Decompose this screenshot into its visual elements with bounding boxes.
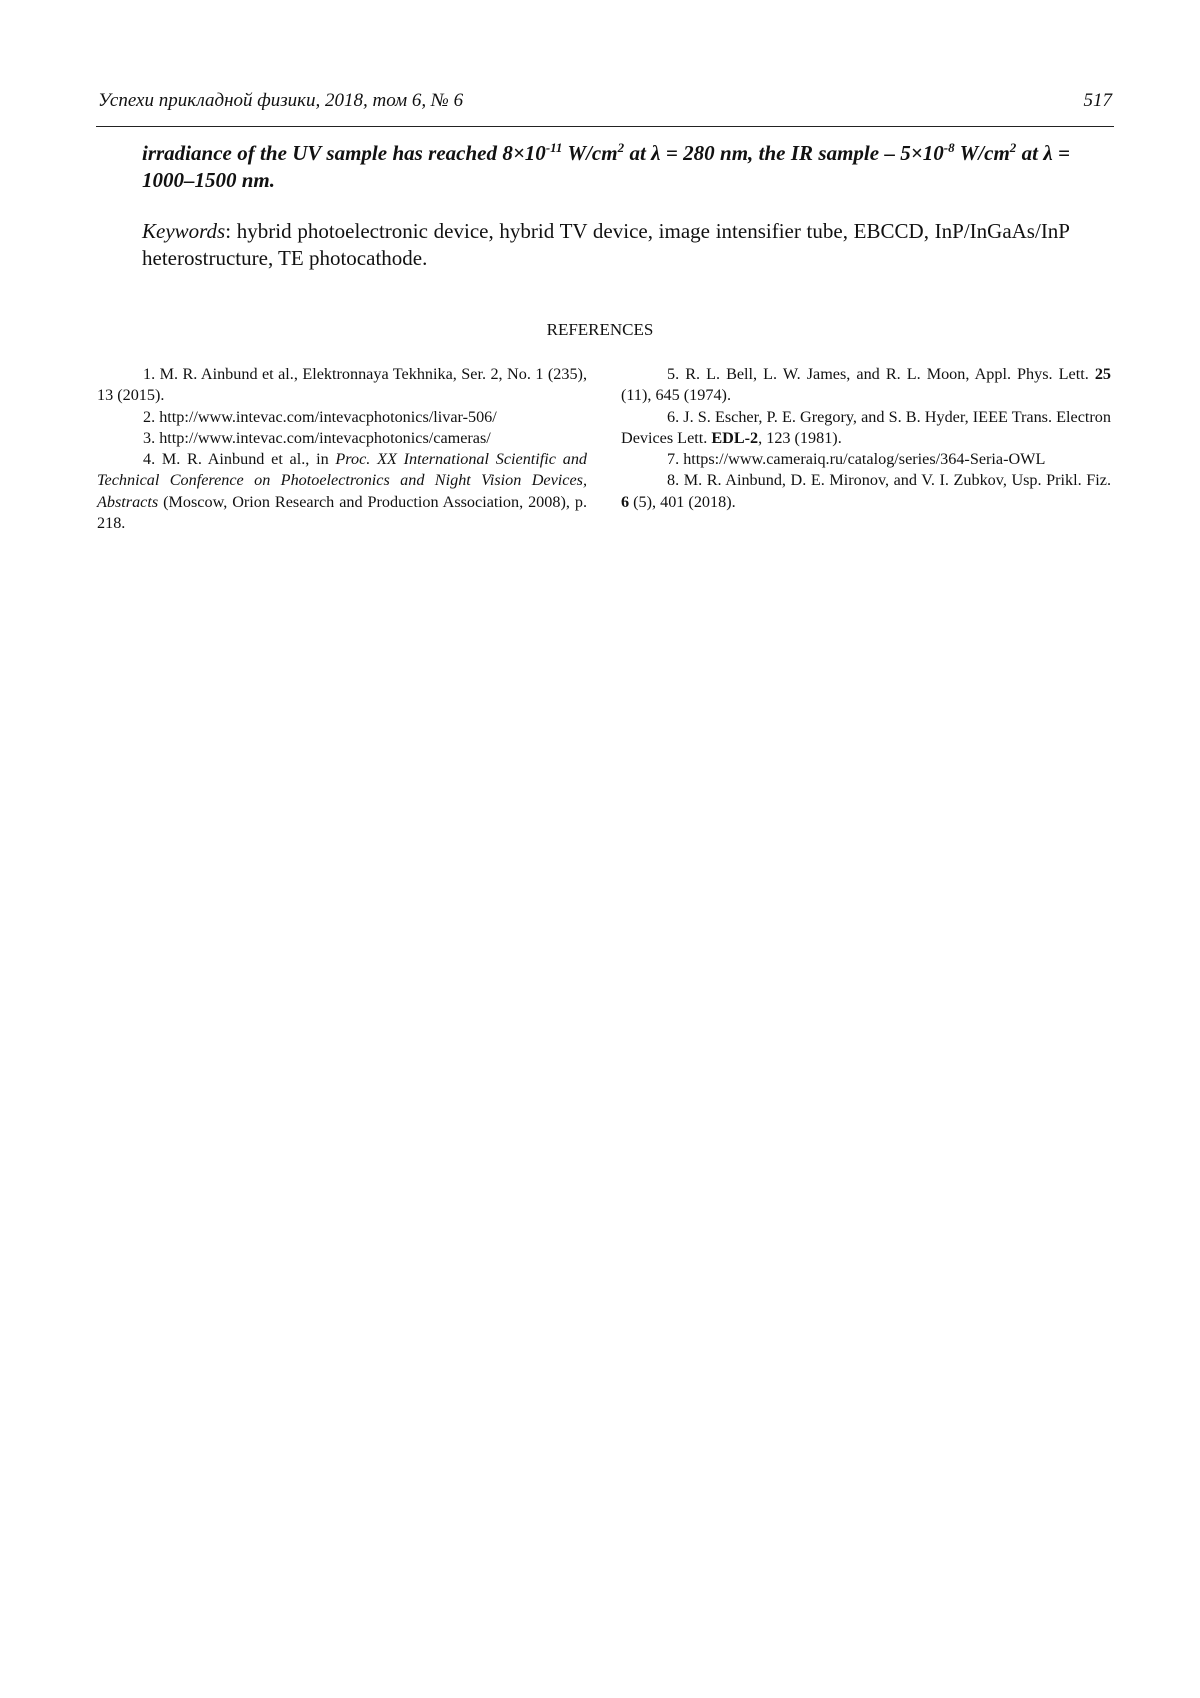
exponent: 2 <box>617 140 625 155</box>
keywords <box>142 218 1070 272</box>
abstract-ending <box>142 140 1070 194</box>
reference-3: 3. http://www.intevac.com/intevacphotonics/cameras/ <box>143 428 491 447</box>
ref-text: (11), 645 (1974). <box>621 386 731 405</box>
reference-5 <box>621 364 1111 407</box>
journal-title: Успехи прикладной физики, 2018, том 6, № 6 <box>98 90 464 111</box>
reference-2: 2. http://www.intevac.com/intevacphotonics/livar-506/ <box>143 407 497 426</box>
abstract-text: at λ = 1000–1500 nm. <box>142 141 1070 192</box>
ref-italic-title: Proc. XX International Scientific and Technical Conference on Photoelectronics and Night Vision Devices, Abstracts <box>97 450 588 511</box>
reference-6 <box>621 407 1111 450</box>
running-head <box>98 90 1112 112</box>
keywords-label: Keywords <box>142 219 226 243</box>
ref-volume: 25 <box>1094 365 1111 383</box>
page-number: 517 <box>1083 90 1112 111</box>
references-column-left <box>97 364 587 534</box>
reference-8 <box>621 470 1111 513</box>
references-column-right <box>621 364 1111 513</box>
ref-text: 8. M. R. Ainbund, D. E. Mironov, and V. I. Zubkov, Usp. Prikl. Fiz. <box>667 471 1111 490</box>
references-heading: REFERENCES <box>546 320 654 339</box>
ref-text: 6. J. S. Escher, P. E. Gregory, and S. B. Hyder, IEEE Trans. Electron Devices Lett. <box>621 407 1111 447</box>
keywords-text: : hybrid photoelectronic device, hybrid TV device, image intensifier tube, EBCCD, InP/InGaAs/InP heterostructure, TE photocathode. <box>142 219 1070 270</box>
exponent: 2 <box>1009 140 1017 155</box>
header-rule <box>96 126 1114 127</box>
abstract-text: W/cm <box>954 141 1010 165</box>
ref-text: 4. M. R. Ainbund et al., in <box>143 450 336 469</box>
ref-volume: EDL-2 <box>711 428 759 447</box>
ref-volume: 6 <box>621 492 630 511</box>
reference-4 <box>97 449 587 534</box>
abstract-text: W/cm <box>562 141 618 165</box>
reference-1: 1. M. R. Ainbund et al., Elektronnaya Tekhnika, Ser. 2, No. 1 (235), 13 (2015). <box>97 365 587 405</box>
exponent: -8 <box>943 140 955 155</box>
exponent: -11 <box>545 140 563 155</box>
abstract-text: irradiance of the UV sample has reached 8×10 <box>142 141 546 165</box>
ref-text: (5), 401 (2018). <box>629 492 736 511</box>
ref-text: , 123 (1981). <box>758 428 842 447</box>
ref-text: (Moscow, Orion Research and Production Association, 2008), p. 218. <box>97 492 587 533</box>
reference-7: 7. https://www.cameraiq.ru/catalog/series/364-Seria-OWL <box>667 450 1046 469</box>
ref-text: 5. R. L. Bell, L. W. James, and R. L. Moon, Appl. Phys. Lett. <box>667 365 1095 383</box>
abstract-text: at λ = 280 nm, the IR sample – 5×10 <box>624 141 944 165</box>
